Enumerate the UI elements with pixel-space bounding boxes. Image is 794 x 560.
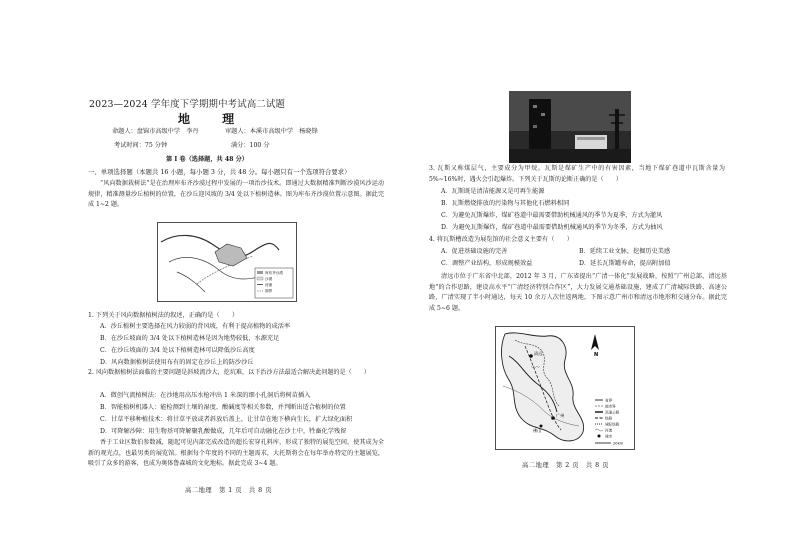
question-1-stem: 1. 下列关于风向数据植树法的叙述，正确的是（ ） <box>88 312 239 319</box>
instruction-line: 一、单项选择题（本题共 16 小题，每小题 3 分，共 48 分。每小题只有一个选项符合要求） <box>88 168 351 176</box>
author-reviewer: 审题人：本溪市高级中学 杨晓锋 <box>225 128 318 135</box>
question-4-option-a: A．促进基础设施的完善 <box>441 248 508 255</box>
question-4-stem: 4. 将瓦斯槽改造为展览馆的社会意义主要有（ ） <box>429 236 573 243</box>
desert-location-map <box>157 222 297 302</box>
legend-desert: 沙漠 <box>265 277 273 281</box>
question-3-option-c: C．为避免瓦斯爆炸，煤矿巷道中最需要借助机械通风的季节为夏季，方式为灌风 <box>441 212 663 219</box>
gas-tank-photo <box>509 91 631 163</box>
legend-province-border: 省界 <box>605 398 613 403</box>
question-4-option-b: B．延续工业文脉，挖掘历史美感 <box>579 248 671 255</box>
city-label-guangzhou: 广州 <box>556 413 565 418</box>
question-2-option-a: A．微创气流植树法：在沙地用高压水枪冲出 1 米深的细小孔洞后将树苗插入 <box>100 392 311 399</box>
passage-qingyuan: 清远市位于广东省中北部，2012 年 3 月，广东省提出“广清一体化”发展战略，按照“广州总部、清远基地”的合作思路，建设高水平“广清经济特别合作区”，大力发展交通基础设施，建成了广清城际铁路、高速公路，广清实现了半小时通达，每天 10 余万人次往返两地，下图示意广州市和清远市地形和交通分布。据此完成 5~6 题。 <box>429 273 727 312</box>
subject-title: 地 理 <box>178 112 249 126</box>
legend-city: 城市 <box>605 434 613 439</box>
question-3-option-a: A．瓦斯既是清洁能源又是可再生能源 <box>441 188 545 195</box>
question-2-option-d: D．可降解沙障：用生物基可降解聚乳酸做成，几年后可自动融化在沙土中，牲畜化学残留 <box>100 428 347 435</box>
question-2-stem: 2. 风向数据植树法面临的主要问题是斜坡流沙大，挖坑难，以下治沙方法最适合解决此问题的是（ ） <box>88 369 370 376</box>
legend-boundary: 图界 <box>265 289 273 293</box>
question-1-option-d: D．风向数据植树法使用布有的固定在沙丘上的防沙沙丘 <box>100 359 254 366</box>
north-label: N <box>594 352 599 358</box>
right-page <box>397 0 794 560</box>
right-page-footer: 高二地理 第 2 页 共 8 页 <box>522 462 609 469</box>
question-1-option-c: C．在沙丘坡面的 3/4 处以下植树造林可以降低沙丘高度 <box>100 347 255 354</box>
passage-desert: “风向数据栽树法”是在治理库布齐沙漠过程中发展的一项治沙技术。即通过大数据精准判断沙漠风沙运动规律，精准测量沙丘植树的位置，在沙丘迎风坡的 3/4 处以下植树造林。图为库布齐沙漠位置示意图。据此完成 1~2 题。 <box>88 180 384 209</box>
question-3-option-b: B．瓦斯燃烧排放的污染物与其他化石燃料相同 <box>441 200 570 207</box>
legend-river: 河流 <box>265 283 273 287</box>
section-heading: 第 Ⅰ 卷（选择题，共 48 分） <box>166 156 248 163</box>
question-4-option-c: C．调整产业结构，形成规模效益 <box>441 260 533 267</box>
city-label-qingyuan: 清远 <box>534 351 543 356</box>
question-4-option-d: D．延长瓦斯罐寿命，提高附加值 <box>579 260 671 267</box>
full-score: 满分：100 分 <box>231 142 270 149</box>
scale-label: 20km <box>613 441 624 446</box>
question-1-option-a: A．沙丘植树主要选择在风力较弱的背风坡，有利于提高植物的成活率 <box>100 323 291 330</box>
legend-railway: 铁路 <box>605 416 613 421</box>
city-label-foshan: 佛山 <box>533 428 542 433</box>
exam-time: 考试时间：75 分钟 <box>114 142 168 149</box>
question-2-option-c: C．甘草平移种植技术：将甘草平放或者斜放后盖上，让甘草在地下横向生长，扩大绿化面积 <box>100 416 353 423</box>
legend-expressway: 高速公路 <box>605 410 620 415</box>
question-2-option-b: B．智能植树机器人：能检测到土壤的湿度、酸碱度等相关参数，并判断出适合植树的位置 <box>100 404 346 411</box>
passage-museum: 香于工业区数伯参数减，随起可见内部完成改造的超长宏穿孔料库，形成了独特的展览空间，使其成为全新的观光点，也最男类的展览馆。根据每个年度的不同的主题需求，大托斯将会在每年举办特定的主题展览，吸引了众多的游客，也成为奥体鲁森城的文化地标。据此完成 3~4 题。 <box>88 439 384 468</box>
legend-desert-kubuqi: 库布齐沙漠 <box>265 271 283 275</box>
question-3-stem: 3. 瓦斯又称煤层气，主要成分为甲烷。瓦斯是煤矿生产中的有害因素，当地下煤矿巷道中瓦斯含量为 5%~16%时，遇火会引起爆炸。下列关于瓦斯的论断正确的是（ ） <box>429 165 725 183</box>
legend-city-border: 地市界 <box>605 404 616 409</box>
question-1-option-b: B．在沙丘坡面的 3/4 处以下植树造林是因为地势较低，水源充足 <box>100 335 280 342</box>
left-page-footer: 高二地理 第 1 页 共 8 页 <box>185 487 272 494</box>
legend-intercity-rail: 城际铁路 <box>605 422 620 427</box>
exam-title: 2023—2024 学年度下学期期中考试高二试题 <box>89 99 286 110</box>
question-3-option-d: D．为避免瓦斯爆炸，煤矿巷道中最需要借助机械通风的季节为冬季，方式为抽风 <box>441 224 663 231</box>
guangzhou-qingyuan-map <box>495 326 635 450</box>
author-proposer: 命题人：盘锦市高级中学 李丹 <box>112 128 199 135</box>
legend-river: 河流 <box>605 428 613 433</box>
